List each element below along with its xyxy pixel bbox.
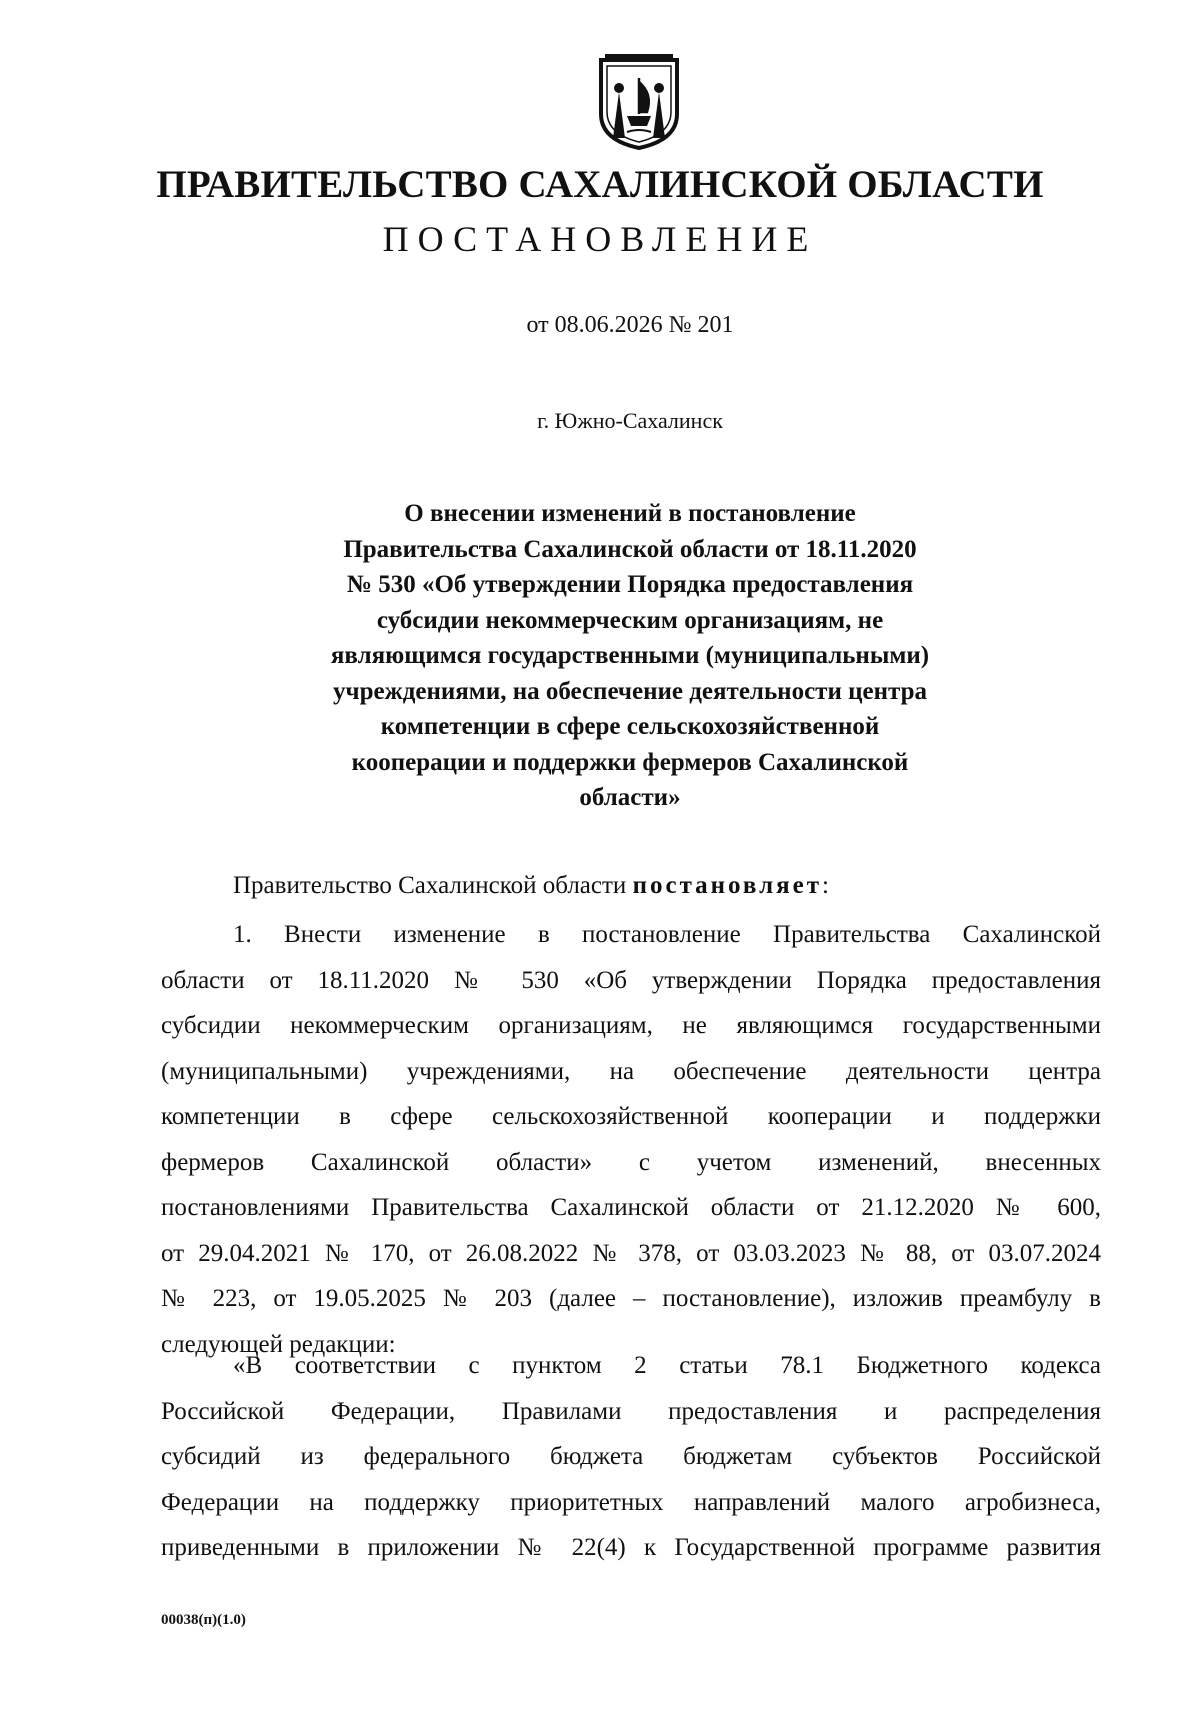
- paragraph-line: «В соответствии с пунктом 2 статьи 78.1 Бюджетного кодекса: [233, 1352, 1101, 1379]
- subject-line: субсидии некоммерческим организациям, не: [376, 606, 884, 634]
- paragraph-line: 1. Внести изменение в постановление Правительства Сахалинской: [233, 921, 1101, 948]
- document-type: ПОСТАНОВЛЕНИЕ: [382, 219, 818, 259]
- subject-line: являющимся государственными (муниципальными): [330, 642, 930, 669]
- preamble-colon: :: [822, 872, 829, 899]
- subject-line: кооперации и поддержки фермеров Сахалинской: [351, 748, 909, 776]
- document-city: г. Южно-Сахалинск: [537, 408, 723, 433]
- subject-line: области»: [579, 784, 681, 811]
- paragraph-2: [161, 1343, 1101, 1571]
- preamble: [233, 872, 829, 900]
- paragraph-line: субсидии некоммерческим организациям, не являющимся государственными: [161, 1012, 1101, 1039]
- subject-line: Правительства Сахалинской области от 18.11.2020: [343, 535, 917, 563]
- subject-line: О внесении изменений в постановление: [404, 500, 856, 527]
- paragraph-1: [161, 912, 1101, 1367]
- paragraph-line: Российской Федерации, Правилами предоставления и распределения: [161, 1397, 1101, 1425]
- paragraph-line: Федерации на поддержку приоритетных направлений малого агробизнеса,: [161, 1488, 1101, 1516]
- paragraph-line: области от 18.11.2020 № 530 «Об утверждении Порядка предоставления: [161, 966, 1101, 994]
- paragraph-line: № 223, от 19.05.2025 № 203 (далее – постановление), изложив преамбулу в: [161, 1285, 1101, 1312]
- paragraph-line: от 29.04.2021 № 170, от 26.08.2022 № 378, от 03.03.2023 № 88, от 03.07.2024: [161, 1239, 1101, 1267]
- document-date-number: от 08.06.2026 № 201: [526, 312, 734, 338]
- document-subject: [240, 496, 1020, 816]
- coat-of-arms-icon: [591, 52, 687, 150]
- paragraph-line: приведенными в приложении № 22(4) к Государственной программе развития: [161, 1534, 1101, 1561]
- paragraph-line: субсидий из федерального бюджета бюджетам субъектов Российской: [161, 1443, 1101, 1470]
- subject-line: компетенции в сфере сельскохозяйственной: [380, 713, 880, 740]
- preamble-text: Правительство Сахалинской области: [233, 872, 633, 899]
- form-code: 00038(п)(1.0): [161, 1612, 246, 1628]
- paragraph-line: компетенции в сфере сельскохозяйственной кооперации и поддержки: [161, 1103, 1101, 1130]
- paragraph-line: следующей редакции:: [161, 1330, 396, 1358]
- subject-line: учреждениями, на обеспечение деятельности центра: [332, 677, 927, 705]
- government-name: ПРАВИТЕЛЬСТВО САХАЛИНСКОЙ ОБЛАСТИ: [156, 163, 1044, 206]
- paragraph-line: (муниципальными) учреждениями, на обеспечение деятельности центра: [161, 1057, 1101, 1085]
- paragraph-line: фермеров Сахалинской области» с учетом изменений, внесенных: [161, 1148, 1101, 1176]
- preamble-keyword: постановляет: [632, 872, 823, 899]
- paragraph-line: постановлениями Правительства Сахалинской области от 21.12.2020 № 600,: [161, 1194, 1101, 1221]
- subject-line: № 530 «Об утверждении Порядка предоставления: [346, 571, 914, 598]
